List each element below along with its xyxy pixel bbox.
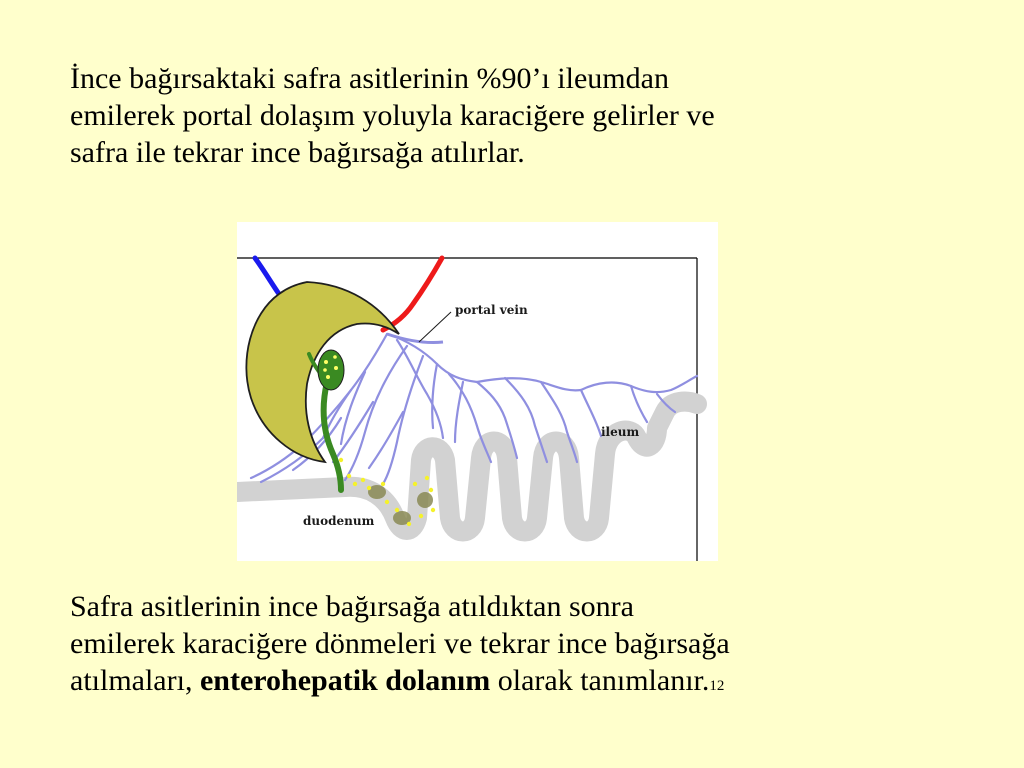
- enterohepatic-term: enterohepatik dolanım: [199, 664, 491, 697]
- portal-vein-pointer: [419, 312, 451, 342]
- bottom-paragraph-line-1: Safra asitlerinin ince bağırsağa atıldıktan sonra: [70, 590, 634, 623]
- bile-duct: [324, 382, 341, 490]
- gallbladder: [318, 350, 344, 390]
- top-paragraph-line-1: İnce bağırsaktaki safra asitlerinin %90’ı ileumdan: [70, 62, 669, 95]
- hepatic-artery: [383, 258, 442, 330]
- duodenum-label: duodenum: [303, 514, 375, 528]
- bottom-paragraph-line-2: emilerek karaciğere dönmeleri ve tekrar ince bağırsağa: [70, 627, 730, 660]
- bottom-paragraph: [70, 588, 970, 705]
- bottom-line-3-prefix: atılmaları,: [70, 664, 200, 697]
- enterohepatic-circulation-diagram: [237, 222, 718, 561]
- top-paragraph-line-2: emilerek portal dolaşım yoluyla karaciğere gelirler ve: [70, 99, 715, 132]
- diagram-svg: [237, 222, 718, 561]
- ileum-label: ileum: [601, 425, 640, 439]
- top-paragraph: [70, 60, 970, 171]
- bottom-paragraph-line-3: [70, 662, 970, 705]
- slide-number: 12: [709, 678, 725, 694]
- portal-vein-trunk: [387, 334, 443, 343]
- bottom-line-3-suffix: olarak tanımlanır.: [490, 664, 710, 697]
- top-paragraph-line-3: safra ile tekrar ince bağırsağa atılırlar.: [70, 136, 525, 169]
- portal-vein-label: portal vein: [455, 303, 528, 317]
